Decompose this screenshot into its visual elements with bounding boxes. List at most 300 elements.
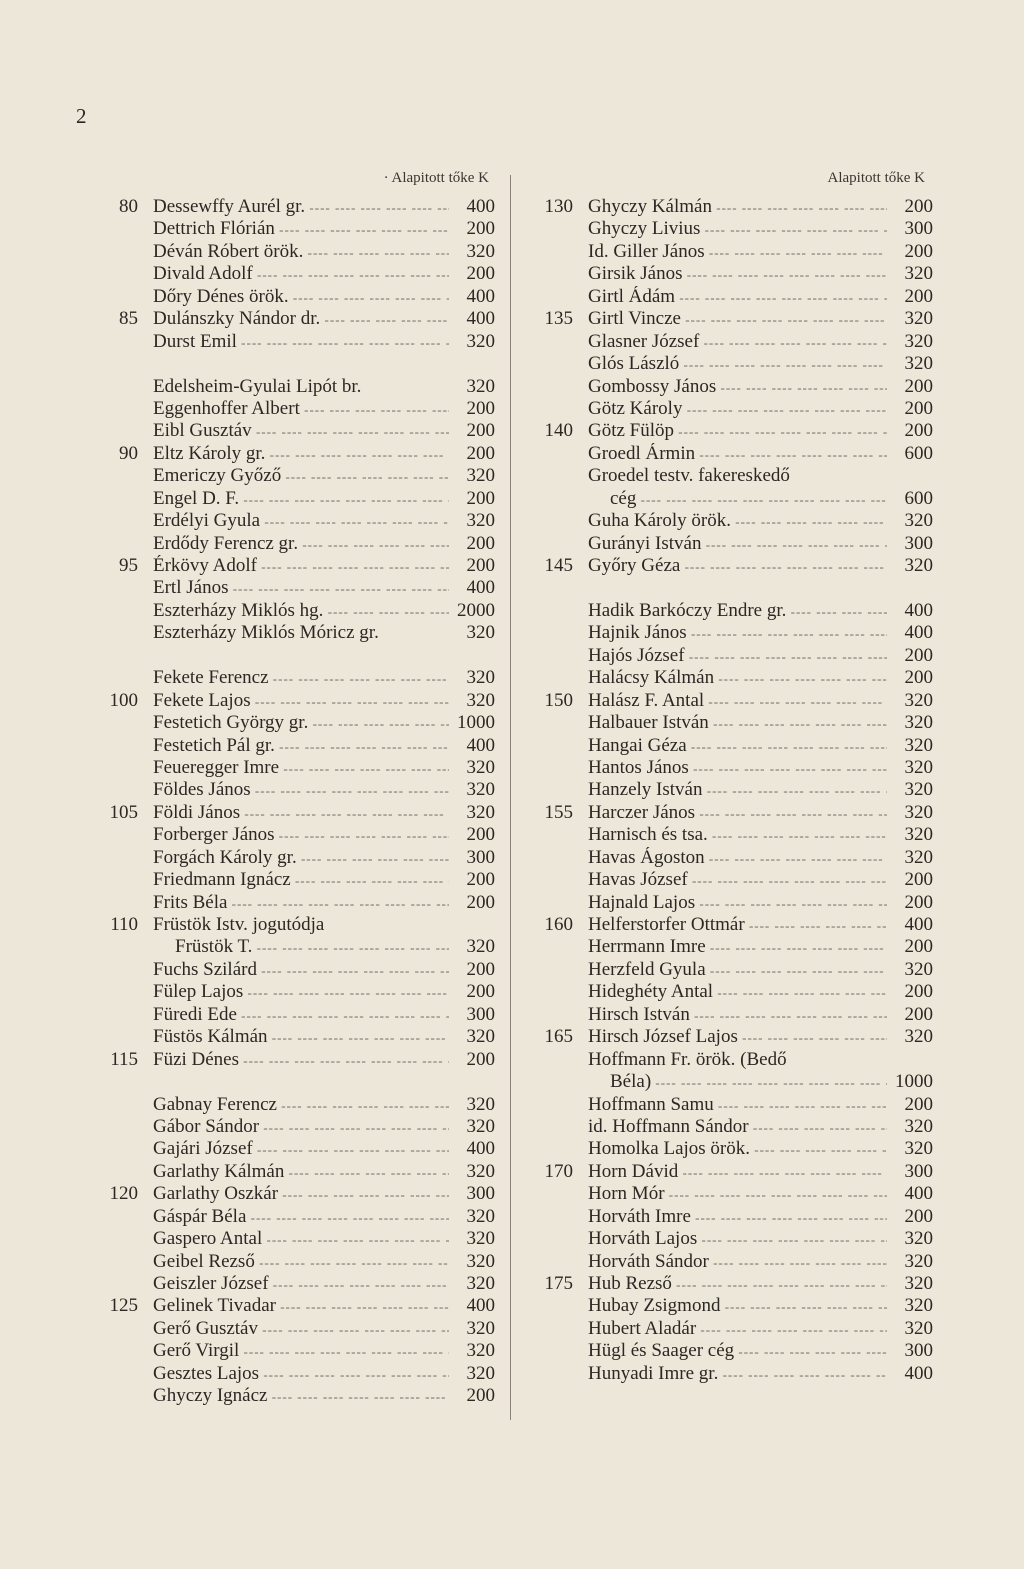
entry-name: Gerő Gusztáv ---- — [153, 1318, 449, 1341]
entry-num: 150 — [544, 689, 573, 711]
list-item — [535, 196, 933, 218]
list-item — [535, 712, 933, 734]
list-item — [535, 1295, 933, 1317]
list-item — [100, 1318, 495, 1340]
list-item — [100, 1251, 495, 1273]
entry-name: Hanzely István ---- — [588, 779, 887, 802]
entry-value: 200 — [904, 936, 933, 958]
entry-name: Gaspero Antal ---- — [153, 1228, 449, 1251]
entry-name: Emericzy Győző ---- — [153, 465, 449, 488]
entry-name: Guha Károly örök. ---- — [588, 510, 887, 533]
entry-name: Girsik János ---- — [588, 263, 887, 286]
list-item — [100, 667, 495, 689]
list-item — [535, 443, 933, 465]
list-item — [100, 712, 495, 734]
entry-value: 300 — [904, 532, 933, 554]
entry-name: Dulánszky Nándor dr. ---- — [153, 308, 449, 331]
entry-value: 400 — [904, 599, 933, 621]
entry-name: Földi János ---- — [153, 802, 449, 825]
list-item — [535, 1138, 933, 1160]
entry-name: Erdélyi Gyula ---- — [153, 510, 449, 533]
entry-value: 320 — [904, 712, 933, 734]
entry-value: 1000 — [895, 1071, 933, 1093]
entry-name: Győry Géza ---- — [588, 555, 887, 578]
entry-name: Füstös Kálmán ---- — [153, 1026, 449, 1049]
entry-value: 320 — [466, 1160, 495, 1182]
left-column-header: · Alapitott tőke K — [383, 170, 489, 186]
entry-name: Früstök Istv. jogutódja — [153, 914, 325, 935]
entry-value: 400 — [904, 1183, 933, 1205]
entry-num: 140 — [544, 420, 573, 442]
list-item — [100, 914, 495, 936]
entry-name: Forgách Károly gr. ---- — [153, 847, 449, 870]
entry-value: 400 — [466, 285, 495, 307]
entry-value: 320 — [904, 1228, 933, 1250]
list-item — [535, 690, 933, 712]
entry-num: 170 — [544, 1160, 573, 1182]
list-item — [535, 622, 933, 644]
list-item — [535, 1049, 933, 1071]
list-item — [535, 1161, 933, 1183]
list-item — [100, 1385, 495, 1407]
entry-name: Horváth Lajos ---- — [588, 1228, 887, 1251]
list-item — [535, 331, 933, 353]
entry-value: 320 — [904, 734, 933, 756]
list-item — [535, 645, 933, 667]
entry-value: 320 — [904, 1317, 933, 1339]
entry-name: Hubert Aladár ---- — [588, 1318, 887, 1341]
entry-num: 155 — [544, 801, 573, 823]
entry-value: 200 — [466, 442, 495, 464]
list-item — [535, 1004, 933, 1026]
entry-value: 320 — [904, 689, 933, 711]
entry-name: Hügl és Saager cég ---- — [588, 1340, 887, 1363]
entry-name: Halbauer István ---- — [588, 712, 887, 735]
entry-value: 200 — [904, 644, 933, 666]
entry-num: 120 — [109, 1183, 138, 1205]
list-item — [100, 1049, 495, 1071]
entry-name: Garlathy Oszkár ---- — [153, 1183, 449, 1206]
entry-value: 320 — [904, 308, 933, 330]
list-item — [535, 892, 933, 914]
list-item — [100, 1295, 495, 1317]
entry-num: 105 — [109, 801, 138, 823]
column-divider — [510, 175, 511, 1420]
list-item — [535, 824, 933, 846]
list-item — [535, 959, 933, 981]
entry-name: Gáspár Béla ---- — [153, 1206, 449, 1229]
list-item — [100, 1116, 495, 1138]
list-item — [535, 1116, 933, 1138]
entry-value: 200 — [466, 981, 495, 1003]
entry-value: 400 — [904, 914, 933, 935]
entry-name: Helferstorfer Ottmár ---- — [588, 914, 887, 937]
list-item — [535, 1094, 933, 1116]
entry-value: 320 — [904, 510, 933, 532]
entry-value: 2000 — [457, 599, 495, 621]
list-item — [100, 1183, 495, 1205]
entry-value: 200 — [904, 1093, 933, 1115]
entry-value: 200 — [466, 1048, 495, 1070]
entry-num: 115 — [110, 1048, 138, 1070]
entry-value: 320 — [466, 689, 495, 711]
list-item — [535, 510, 933, 532]
entry-name: Eibl Gusztáv ---- — [153, 420, 449, 443]
list-item — [100, 308, 495, 330]
entry-value: 400 — [466, 196, 495, 217]
entry-value: 320 — [466, 510, 495, 532]
entry-name: Dőry Dénes örök. ---- — [153, 286, 449, 309]
entry-value: 400 — [466, 577, 495, 599]
list-item — [535, 1071, 933, 1093]
list-item — [100, 869, 495, 891]
list-item — [535, 241, 933, 263]
entry-value: 300 — [904, 218, 933, 240]
entry-value: 400 — [466, 1295, 495, 1317]
entry-name: Eszterházy Miklós Móricz gr. — [153, 622, 379, 644]
entry-name: Halácsy Kálmán ---- — [588, 667, 887, 690]
entry-name: Festetich Pál gr. ---- — [153, 735, 449, 758]
list-item — [100, 757, 495, 779]
entry-value: 320 — [466, 240, 495, 262]
left-column — [100, 170, 495, 1408]
list-item — [535, 1340, 933, 1362]
entry-name: Fekete Lajos ---- — [153, 690, 449, 713]
list-item — [535, 308, 933, 330]
list-item — [100, 1228, 495, 1250]
list-item — [535, 936, 933, 958]
entry-value: 600 — [904, 442, 933, 464]
list-item — [535, 533, 933, 555]
list-item — [535, 847, 933, 869]
entry-value: 400 — [904, 622, 933, 644]
list-item — [100, 555, 495, 577]
list-item — [100, 443, 495, 465]
list-item — [535, 1183, 933, 1205]
entry-name: Erdődy Ferencz gr. ---- — [153, 533, 449, 556]
list-item — [100, 241, 495, 263]
list-item — [100, 600, 495, 622]
entry-value: 200 — [466, 891, 495, 913]
list-item — [535, 667, 933, 689]
list-item — [100, 488, 495, 510]
entry-num: 175 — [544, 1273, 573, 1294]
entry-name: Hirsch István ---- — [588, 1004, 887, 1027]
entry-name: Hajnald Lajos ---- — [588, 892, 887, 915]
list-item — [535, 286, 933, 308]
list-item — [535, 779, 933, 801]
entry-name: Ertl János ---- — [153, 577, 449, 600]
entry-name: Gerő Virgil ---- — [153, 1340, 449, 1363]
entry-value: 320 — [466, 375, 495, 397]
entry-name: Herrmann Imre ---- — [588, 936, 887, 959]
list-item — [535, 376, 933, 398]
list-item — [100, 1004, 495, 1026]
entry-value: 320 — [466, 1093, 495, 1115]
list-item — [535, 914, 933, 936]
list-item — [100, 981, 495, 1003]
entry-name: Hangai Géza ---- — [588, 735, 887, 758]
entry-name: Fuchs Szilárd ---- — [153, 959, 449, 982]
list-item — [100, 398, 495, 420]
list-item — [535, 869, 933, 891]
list-item — [535, 263, 933, 285]
entry-value: 400 — [466, 734, 495, 756]
entry-value: 200 — [466, 824, 495, 846]
list-item — [535, 1318, 933, 1340]
entry-name: Durst Emil ---- — [153, 331, 449, 354]
entry-name: Forberger János ---- — [153, 824, 449, 847]
entry-name: Girtl Ádám ---- — [588, 286, 887, 309]
entry-name: Eltz Károly gr. ---- — [153, 443, 449, 466]
left-entries — [100, 196, 495, 1408]
entry-name: Engel D. F. ---- — [153, 488, 449, 511]
entry-name: Horváth Imre ---- — [588, 1206, 887, 1229]
list-item — [100, 1138, 495, 1160]
entry-name: Hirsch József Lajos ---- — [588, 1026, 887, 1049]
entry-name: Hub Rezső ---- — [588, 1273, 887, 1296]
entry-value: 320 — [904, 1138, 933, 1160]
entry-name: Ghyczy Ignácz ---- — [153, 1385, 449, 1408]
entry-name: Gábor Sándor ---- — [153, 1116, 449, 1139]
entry-name: Festetich György gr. ---- — [153, 712, 449, 735]
list-item — [100, 533, 495, 555]
entry-value: 300 — [904, 1160, 933, 1182]
entry-name: Harczer János ---- — [588, 802, 887, 825]
list-item — [100, 735, 495, 757]
entry-value: 320 — [466, 1250, 495, 1272]
entry-name: Eggenhoffer Albert ---- — [153, 398, 449, 421]
list-item — [535, 420, 933, 442]
entry-name: Harnisch és tsa. ---- — [588, 824, 887, 847]
list-item — [100, 959, 495, 981]
entry-value: 320 — [904, 846, 933, 868]
entry-value: 320 — [466, 667, 495, 689]
entry-name: Horn Mór ---- — [588, 1183, 887, 1206]
entry-value: 200 — [466, 263, 495, 285]
entry-value: 200 — [904, 196, 933, 217]
entry-num: 165 — [544, 1026, 573, 1048]
list-item — [100, 1161, 495, 1183]
list-item — [100, 1363, 495, 1385]
list-item — [100, 779, 495, 801]
entry-value: 320 — [466, 756, 495, 778]
list-item — [100, 1206, 495, 1228]
entry-value: 300 — [466, 1003, 495, 1025]
entry-name: Gurányi István ---- — [588, 533, 887, 556]
list-item — [100, 510, 495, 532]
entry-value: 200 — [904, 375, 933, 397]
entry-value: 400 — [904, 1362, 933, 1384]
entry-name: Hantos János ---- — [588, 757, 887, 780]
list-item — [535, 465, 933, 487]
entry-value: 200 — [466, 958, 495, 980]
entry-name: Dessewffy Aurél gr. ---- — [153, 196, 449, 219]
list-item — [535, 1026, 933, 1048]
right-column-header: Alapitott tőke K — [827, 170, 925, 186]
list-item — [100, 824, 495, 846]
entry-value: 320 — [904, 353, 933, 375]
list-item — [100, 1273, 495, 1295]
entry-name: cég ---- — [610, 488, 887, 511]
page-number: 2 — [76, 104, 87, 128]
entry-name: Füzi Dénes ---- — [153, 1049, 449, 1072]
entry-name: Gombossy János ---- — [588, 376, 887, 399]
entry-name: Hubay Zsigmond ---- — [588, 1295, 887, 1318]
entry-name: Horn Dávid ---- — [588, 1161, 887, 1184]
entry-name: Geiszler József ---- — [153, 1273, 449, 1296]
entry-name: Groedl Ármin ---- — [588, 443, 887, 466]
entry-name: Homolka Lajos örök. ---- — [588, 1138, 887, 1161]
entry-num: 135 — [544, 308, 573, 330]
entry-value: 300 — [466, 846, 495, 868]
entry-name: Friedmann Ignácz ---- — [153, 869, 449, 892]
entry-value: 320 — [466, 779, 495, 801]
entry-name: Déván Róbert örök. ---- — [153, 241, 449, 264]
list-item — [535, 600, 933, 622]
entry-value: 200 — [904, 1205, 933, 1227]
entry-name: Feueregger Imre ---- — [153, 757, 449, 780]
list-item — [535, 1251, 933, 1273]
entry-value: 200 — [904, 891, 933, 913]
entry-name: Eszterházy Miklós hg. ---- — [153, 600, 449, 623]
entry-name: Fekete Ferencz ---- — [153, 667, 449, 690]
entry-name: Frits Béla ---- — [153, 892, 449, 915]
right-column — [535, 170, 933, 1385]
entry-value: 320 — [466, 1273, 495, 1294]
entry-name: Divald Adolf ---- — [153, 263, 449, 286]
entry-value: 320 — [466, 465, 495, 487]
entry-value: 600 — [904, 487, 933, 509]
list-item — [535, 1228, 933, 1250]
list-item — [535, 398, 933, 420]
entry-name: Ghyczy Livius ---- — [588, 218, 887, 241]
entry-name: Havas József ---- — [588, 869, 887, 892]
entry-value: 320 — [904, 1273, 933, 1294]
entry-num: 130 — [544, 196, 573, 217]
entry-name: Garlathy Kálmán ---- — [153, 1161, 449, 1184]
entry-name: Fülep Lajos ---- — [153, 981, 449, 1004]
entry-value: 320 — [904, 1026, 933, 1048]
entry-name: Hoffmann Samu ---- — [588, 1094, 887, 1117]
entry-value: 320 — [904, 330, 933, 352]
list-item — [100, 1026, 495, 1048]
entry-value: 200 — [466, 532, 495, 554]
entry-name: Früstök T. ---- — [175, 936, 449, 959]
entry-value: 200 — [904, 240, 933, 262]
entry-value: 320 — [904, 824, 933, 846]
entry-value: 200 — [904, 285, 933, 307]
list-item — [535, 353, 933, 375]
entry-value: 300 — [904, 1340, 933, 1362]
entry-value: 200 — [466, 1385, 495, 1407]
entry-value: 200 — [466, 869, 495, 891]
entry-name: Dettrich Flórián ---- — [153, 218, 449, 241]
list-item — [100, 263, 495, 285]
list-item — [535, 1363, 933, 1385]
entry-value: 320 — [466, 1026, 495, 1048]
entry-name: Füredi Ede ---- — [153, 1004, 449, 1027]
entry-value: 320 — [904, 555, 933, 576]
entry-value: 320 — [466, 1115, 495, 1137]
list-item — [535, 488, 933, 510]
entry-value: 320 — [904, 1115, 933, 1137]
entry-name: Hideghéty Antal ---- — [588, 981, 887, 1004]
entry-name: Hadik Barkóczy Endre gr. ---- — [588, 600, 887, 623]
entry-value: 320 — [466, 622, 495, 644]
entry-value: 320 — [466, 936, 495, 958]
entry-value: 320 — [466, 1340, 495, 1362]
list-item — [100, 892, 495, 914]
entry-num: 90 — [119, 442, 138, 464]
entry-name: Hajós József ---- — [588, 645, 887, 668]
list-item — [535, 981, 933, 1003]
entry-name: Hunyadi Imre gr. ---- — [588, 1363, 887, 1386]
entry-num: 85 — [119, 308, 138, 330]
entry-name: Glós László ---- — [588, 353, 887, 376]
right-entries — [535, 196, 933, 1385]
entry-name: Havas Ágoston ---- — [588, 847, 887, 870]
list-item — [100, 420, 495, 442]
entry-value: 320 — [904, 1250, 933, 1272]
entry-name: Herzfeld Gyula ---- — [588, 959, 887, 982]
list-item — [535, 1273, 933, 1295]
list-item — [100, 1340, 495, 1362]
entry-value: 320 — [904, 801, 933, 823]
entry-value: 400 — [466, 308, 495, 330]
list-item — [100, 847, 495, 869]
entry-name: Földes János ---- — [153, 779, 449, 802]
list-item — [535, 555, 933, 577]
entry-num: 80 — [119, 196, 138, 217]
entry-num: 125 — [109, 1295, 138, 1317]
entry-value: 200 — [904, 869, 933, 891]
entry-num: 145 — [544, 555, 573, 576]
list-item — [100, 1094, 495, 1116]
list-item — [100, 622, 495, 644]
entry-value: 200 — [466, 218, 495, 240]
list-item — [100, 218, 495, 240]
list-item — [535, 802, 933, 824]
entry-name: Girtl Vincze ---- — [588, 308, 887, 331]
entry-name: Groedel testv. fakereskedő — [588, 465, 790, 487]
entry-value: 200 — [904, 397, 933, 419]
entry-name: Hajnik János ---- — [588, 622, 887, 645]
entry-value: 320 — [904, 263, 933, 285]
entry-value: 200 — [466, 420, 495, 442]
entry-value: 400 — [466, 1138, 495, 1160]
entry-value: 200 — [466, 555, 495, 576]
entry-value: 320 — [466, 1228, 495, 1250]
entry-value: 320 — [466, 1317, 495, 1339]
list-item — [100, 690, 495, 712]
entry-name: Edelsheim-Gyulai Lipót br. — [153, 375, 362, 397]
entry-name: Gesztes Lajos ---- — [153, 1363, 449, 1386]
list-item — [535, 757, 933, 779]
entry-name: Gabnay Ferencz ---- — [153, 1094, 449, 1117]
list-item — [100, 577, 495, 599]
entry-name: Götz Fülöp ---- — [588, 420, 887, 443]
entry-value: 200 — [904, 981, 933, 1003]
list-item — [100, 465, 495, 487]
entry-value: 200 — [466, 397, 495, 419]
entry-value: 320 — [466, 1205, 495, 1227]
entry-value: 320 — [904, 1295, 933, 1317]
list-item — [100, 936, 495, 958]
list-item — [100, 802, 495, 824]
entry-value: 200 — [904, 1003, 933, 1025]
entry-name: Gajári József ---- — [153, 1138, 449, 1161]
